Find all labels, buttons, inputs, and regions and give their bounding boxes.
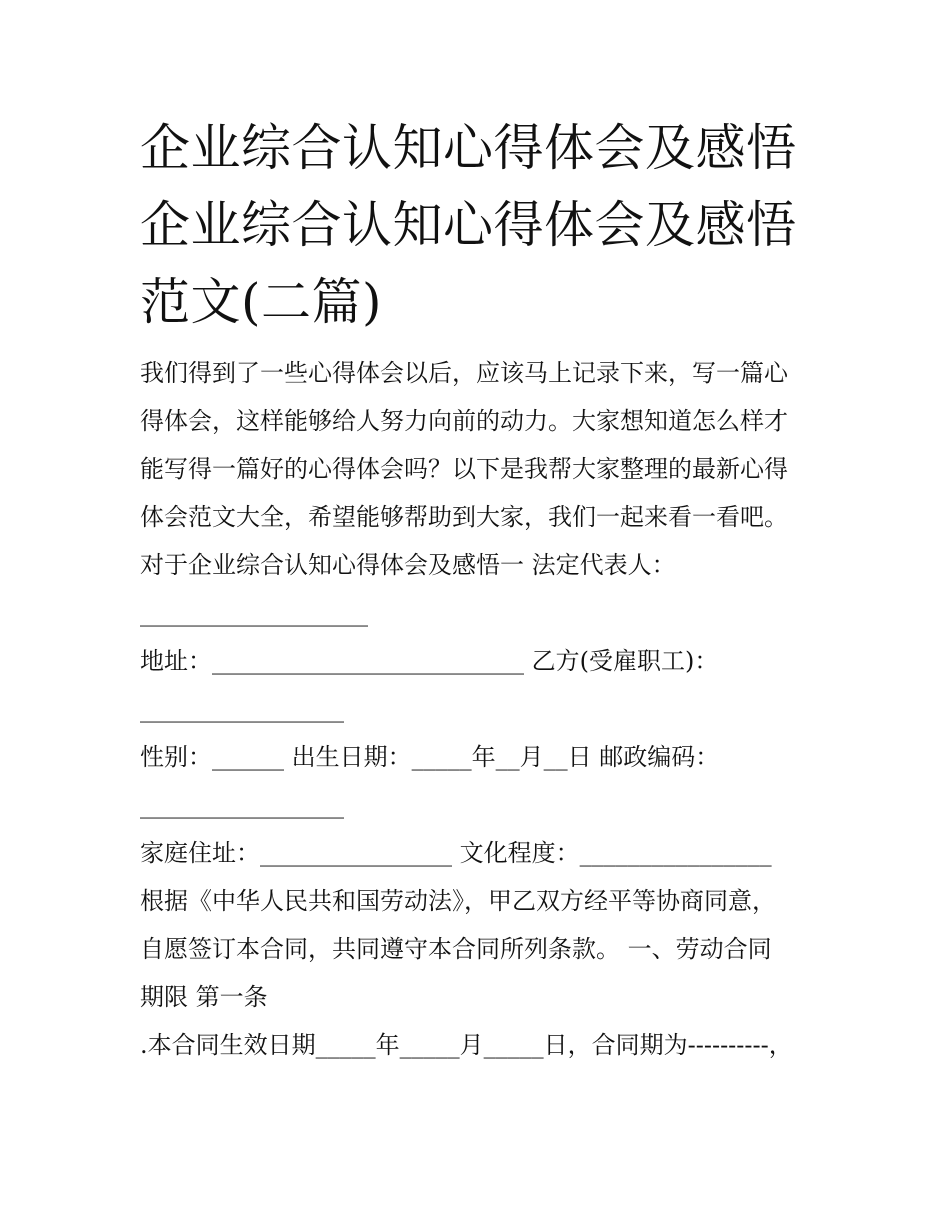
- title-line: 企业综合认知心得体会及感悟: [140, 196, 797, 254]
- title-line: 范文(二篇): [140, 273, 383, 331]
- body-line: 家庭住址：________________ 文化程度：________________: [140, 839, 772, 867]
- body-line: .本合同生效日期_____年_____月_____日，合同期为----------，: [140, 1031, 793, 1059]
- body-line: _________________: [140, 695, 344, 723]
- body-line: 得体会，这样能够给人努力向前的动力。大家想知道怎么样才: [140, 407, 788, 435]
- body-line: _________________: [140, 791, 344, 819]
- body-line: 根据《中华人民共和国劳动法》，甲乙双方经平等协商同意，: [140, 887, 776, 915]
- body-line: 我们得到了一些心得体会以后，应该马上记录下来，写一篇心: [140, 359, 788, 387]
- body-line: 期限 第一条: [140, 983, 268, 1011]
- body-line: ___________________: [140, 599, 368, 627]
- body-line: 性别：______ 出生日期：_____年__月__日 邮政编码：: [140, 743, 720, 771]
- document-title: [140, 110, 820, 341]
- body-line: 能写得一篇好的心得体会吗？以下是我帮大家整理的最新心得: [140, 455, 788, 483]
- document-body: [140, 349, 820, 1069]
- body-line: 自愿签订本合同，共同遵守本合同所列条款。 一、劳动合同: [140, 935, 772, 963]
- document-page: [140, 110, 820, 1069]
- body-line: 对于企业综合认知心得体会及感悟一 法定代表人：: [140, 551, 676, 579]
- body-line: 地址：__________________________ 乙方(受雇职工)：: [140, 647, 719, 675]
- title-line: 企业综合认知心得体会及感悟: [140, 119, 797, 177]
- body-line: 体会范文大全，希望能够帮助到大家，我们一起来看一看吧。: [140, 503, 788, 531]
